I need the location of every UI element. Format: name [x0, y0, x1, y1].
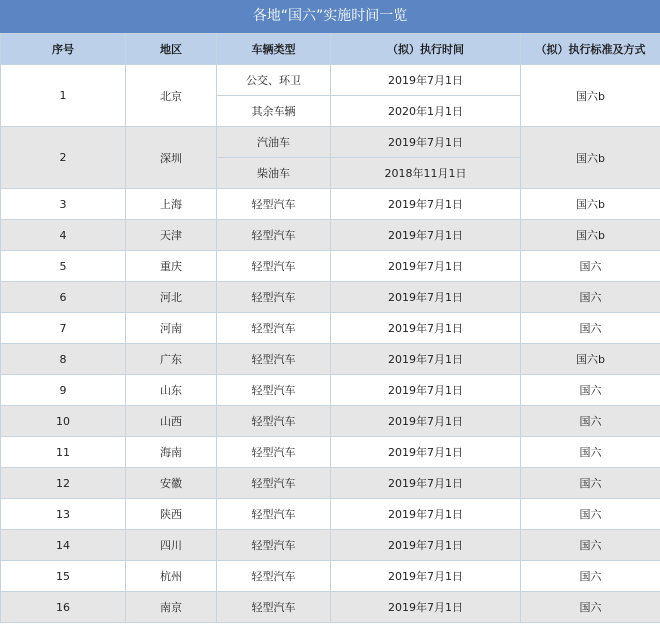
- cell-standard: 国六: [521, 406, 660, 437]
- cell-vehicle-type: 轻型汽车: [217, 282, 331, 313]
- cell-date: 2019年7月1日: [331, 344, 521, 375]
- cell-date: 2019年7月1日: [331, 530, 521, 561]
- cell-region: 重庆: [126, 251, 217, 282]
- cell-standard: 国六b: [521, 344, 660, 375]
- cell-no: 5: [1, 251, 126, 282]
- table-row: [1, 437, 660, 468]
- cell-vehicle-type: 汽油车: [217, 127, 331, 158]
- cell-no: 12: [1, 468, 126, 499]
- cell-vehicle-type: 柴油车: [217, 158, 331, 189]
- cell-vehicle-type: 轻型汽车: [217, 499, 331, 530]
- header-vehicle-type: 车辆类型: [217, 34, 331, 65]
- cell-no: 4: [1, 220, 126, 251]
- table-row: [1, 251, 660, 282]
- cell-standard: 国六b: [521, 220, 660, 251]
- cell-vehicle-type: 其余车辆: [217, 96, 331, 127]
- table-row: [1, 127, 660, 158]
- cell-region: 安徽: [126, 468, 217, 499]
- cell-no: 6: [1, 282, 126, 313]
- cell-vehicle-type: 轻型汽车: [217, 561, 331, 592]
- table-row: [1, 282, 660, 313]
- cell-date: 2019年7月1日: [331, 127, 521, 158]
- cell-vehicle-type: 轻型汽车: [217, 220, 331, 251]
- cell-no: 16: [1, 592, 126, 623]
- cell-vehicle-type: 轻型汽车: [217, 251, 331, 282]
- header-region: 地区: [126, 34, 217, 65]
- cell-standard: 国六: [521, 282, 660, 313]
- table-row: [1, 592, 660, 623]
- cell-no: 8: [1, 344, 126, 375]
- cell-no: 9: [1, 375, 126, 406]
- cell-no: 1: [1, 65, 126, 127]
- cell-no: 11: [1, 437, 126, 468]
- cell-vehicle-type: 轻型汽车: [217, 375, 331, 406]
- cell-vehicle-type: 轻型汽车: [217, 468, 331, 499]
- table-body: [1, 65, 660, 623]
- header-row: [1, 34, 660, 65]
- cell-standard: 国六: [521, 375, 660, 406]
- cell-date: 2019年7月1日: [331, 468, 521, 499]
- cell-no: 15: [1, 561, 126, 592]
- cell-standard: 国六: [521, 530, 660, 561]
- cell-date: 2019年7月1日: [331, 282, 521, 313]
- table-row: [1, 313, 660, 344]
- cell-no: 13: [1, 499, 126, 530]
- cell-date: 2019年7月1日: [331, 251, 521, 282]
- cell-standard: 国六: [521, 251, 660, 282]
- table-row: [1, 499, 660, 530]
- cell-region: 山东: [126, 375, 217, 406]
- cell-vehicle-type: 轻型汽车: [217, 344, 331, 375]
- cell-date: 2019年7月1日: [331, 592, 521, 623]
- cell-region: 海南: [126, 437, 217, 468]
- cell-date: 2019年7月1日: [331, 406, 521, 437]
- cell-date: 2019年7月1日: [331, 437, 521, 468]
- cell-vehicle-type: 轻型汽车: [217, 592, 331, 623]
- cell-standard: 国六: [521, 499, 660, 530]
- cell-standard: 国六: [521, 313, 660, 344]
- cell-standard: 国六b: [521, 65, 660, 127]
- cell-region: 河北: [126, 282, 217, 313]
- table-row: [1, 220, 660, 251]
- cell-date: 2019年7月1日: [331, 375, 521, 406]
- cell-date: 2019年7月1日: [331, 220, 521, 251]
- cell-region: 广东: [126, 344, 217, 375]
- cell-vehicle-type: 轻型汽车: [217, 437, 331, 468]
- cell-region: 天津: [126, 220, 217, 251]
- header-date: （拟）执行时间: [331, 34, 521, 65]
- cell-region: 河南: [126, 313, 217, 344]
- cell-date: 2019年7月1日: [331, 499, 521, 530]
- cell-vehicle-type: 公交、环卫: [217, 65, 331, 96]
- cell-region: 深圳: [126, 127, 217, 189]
- cell-date: 2020年1月1日: [331, 96, 521, 127]
- cell-no: 14: [1, 530, 126, 561]
- cell-standard: 国六: [521, 437, 660, 468]
- cell-no: 10: [1, 406, 126, 437]
- cell-standard: 国六: [521, 468, 660, 499]
- header-standard: （拟）执行标准及方式: [521, 34, 660, 65]
- cell-date: 2018年11月1日: [331, 158, 521, 189]
- cell-date: 2019年7月1日: [331, 65, 521, 96]
- table-row: [1, 344, 660, 375]
- table-row: [1, 65, 660, 96]
- table-row: [1, 561, 660, 592]
- header-no: 序号: [1, 34, 126, 65]
- cell-no: 7: [1, 313, 126, 344]
- implementation-table: [0, 33, 660, 623]
- table-row: [1, 189, 660, 220]
- cell-standard: 国六: [521, 561, 660, 592]
- cell-region: 南京: [126, 592, 217, 623]
- cell-standard: 国六b: [521, 189, 660, 220]
- cell-no: 2: [1, 127, 126, 189]
- cell-region: 四川: [126, 530, 217, 561]
- table-row: [1, 406, 660, 437]
- table-title: 各地“国六”实施时间一览: [0, 0, 660, 33]
- table-row: [1, 530, 660, 561]
- cell-date: 2019年7月1日: [331, 189, 521, 220]
- cell-date: 2019年7月1日: [331, 313, 521, 344]
- cell-vehicle-type: 轻型汽车: [217, 530, 331, 561]
- cell-vehicle-type: 轻型汽车: [217, 313, 331, 344]
- cell-no: 3: [1, 189, 126, 220]
- cell-region: 山西: [126, 406, 217, 437]
- table-row: [1, 375, 660, 406]
- cell-date: 2019年7月1日: [331, 561, 521, 592]
- cell-standard: 国六: [521, 592, 660, 623]
- cell-region: 北京: [126, 65, 217, 127]
- cell-region: 陕西: [126, 499, 217, 530]
- table-row: [1, 468, 660, 499]
- cell-vehicle-type: 轻型汽车: [217, 189, 331, 220]
- cell-standard: 国六b: [521, 127, 660, 189]
- cell-region: 杭州: [126, 561, 217, 592]
- cell-region: 上海: [126, 189, 217, 220]
- cell-vehicle-type: 轻型汽车: [217, 406, 331, 437]
